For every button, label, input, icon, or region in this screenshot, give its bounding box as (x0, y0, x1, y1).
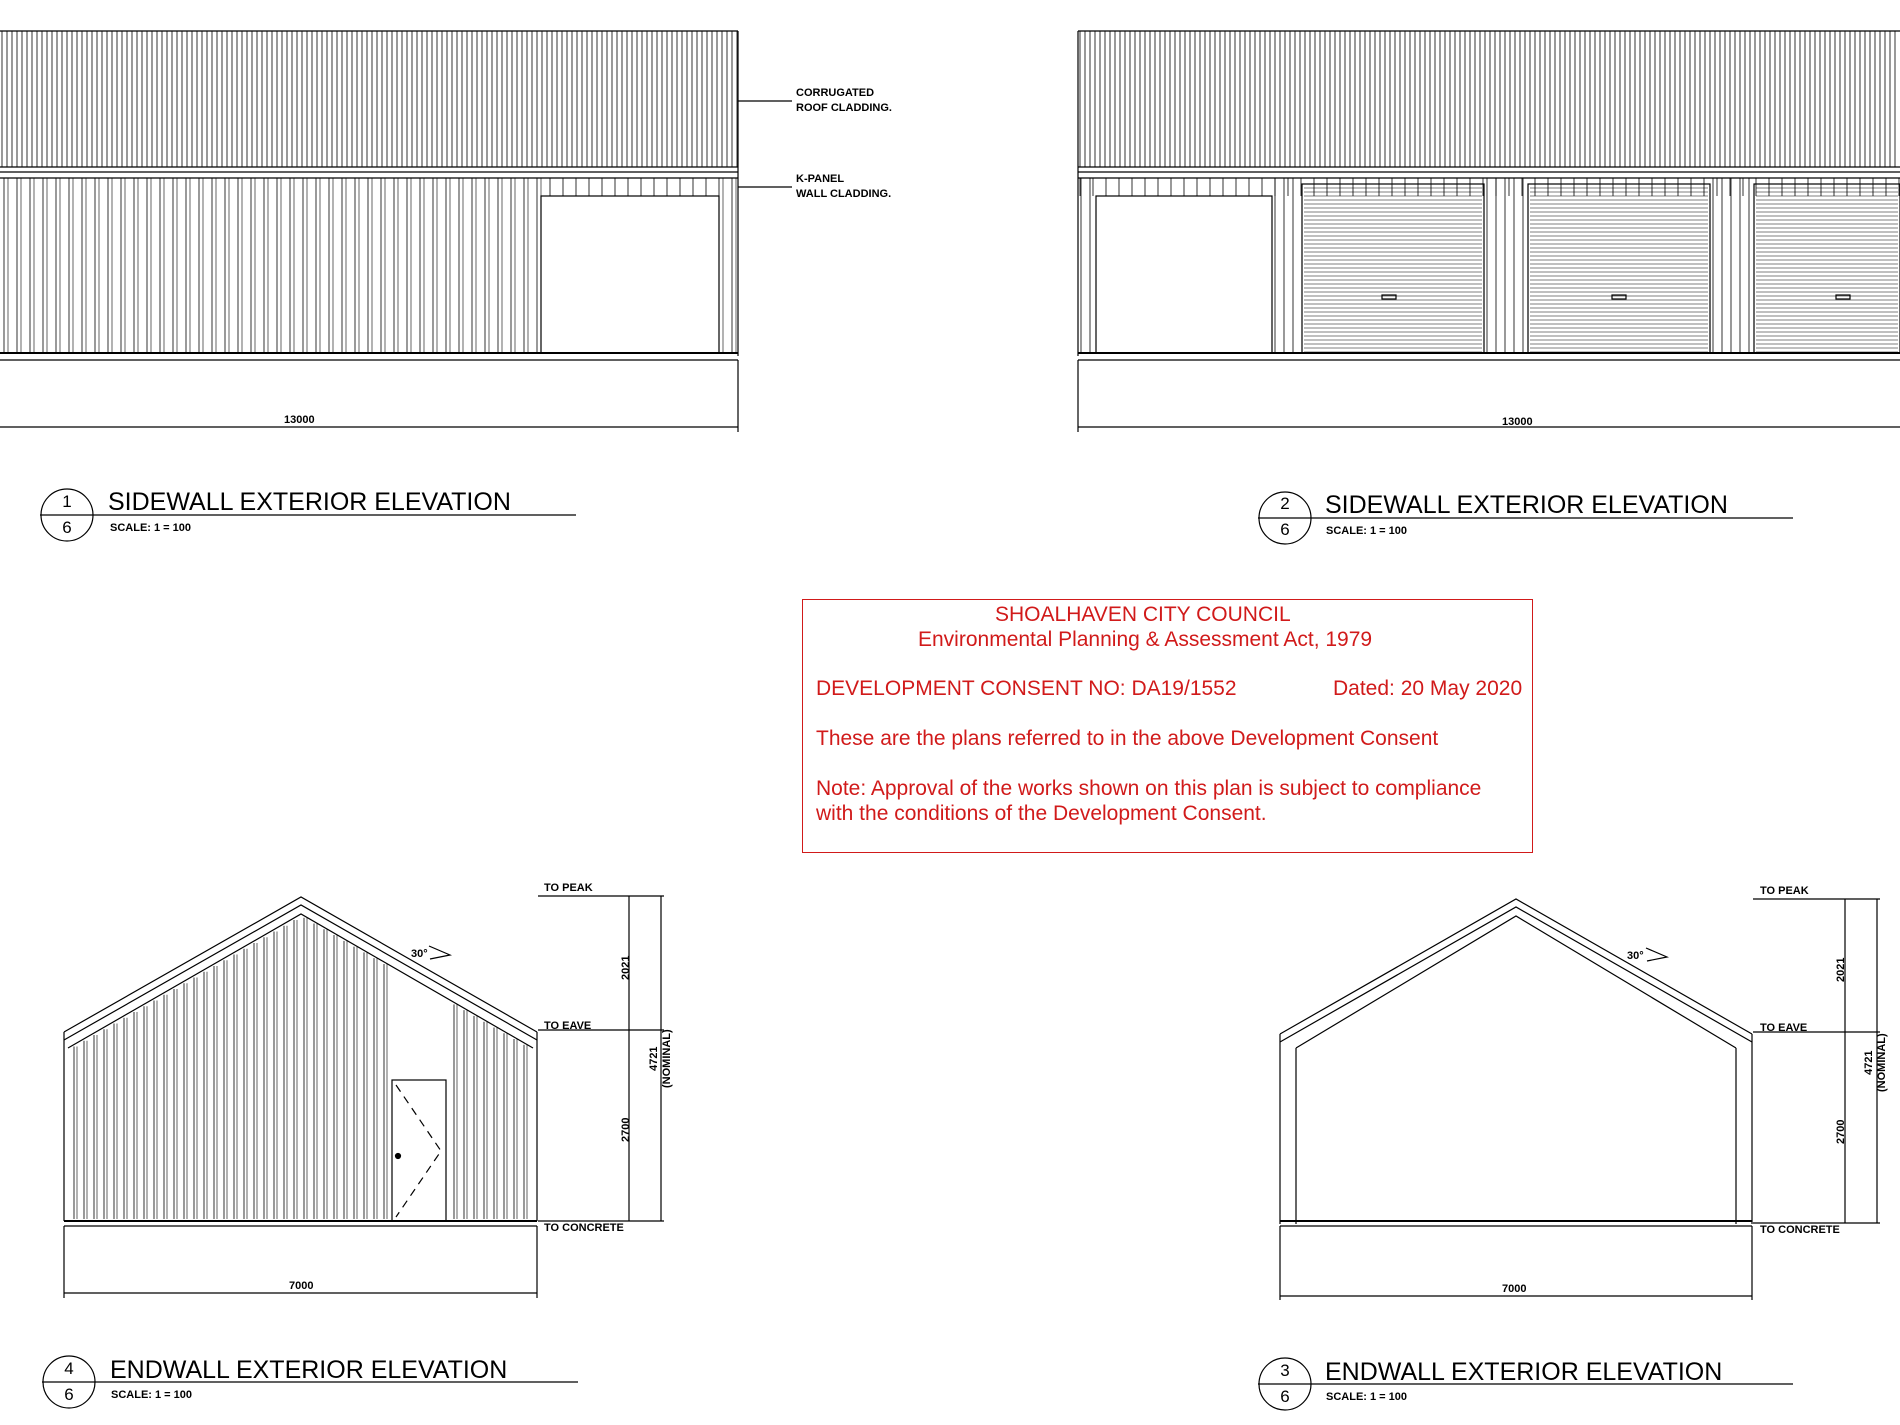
endwall-elevation-3 (1280, 899, 1880, 1300)
height-dimension: 2021 (1835, 957, 1847, 982)
roof-pitch-label: 30° (1627, 950, 1644, 962)
level-label: TO CONCRETE (544, 1222, 624, 1234)
approval-note-line1: Note: Approval of the works shown on this plan is subject to compliance (816, 777, 1482, 800)
roof-cladding-note: CORRUGATED ROOF CLADDING. (796, 87, 892, 114)
sheet-number: 6 (1280, 1387, 1290, 1406)
view-title: ENDWALL EXTERIOR ELEVATION (1325, 1358, 1723, 1386)
consent-date: Dated: 20 May 2020 (1333, 677, 1523, 700)
dimension-label: 7000 (289, 1280, 314, 1292)
sheet-number: 6 (62, 518, 72, 537)
roof-pitch-label: 30° (411, 948, 428, 960)
level-label: TO PEAK (1760, 885, 1809, 897)
dimension-label: 13000 (1502, 416, 1533, 428)
sheet-number: 6 (1280, 520, 1290, 539)
council-approval-stamp (802, 599, 1533, 853)
height-dimension: 2700 (1835, 1119, 1847, 1144)
view-scale: SCALE: 1 = 100 (1326, 525, 1408, 537)
level-label: TO EAVE (1760, 1022, 1808, 1034)
view-title: ENDWALL EXTERIOR ELEVATION (110, 1356, 508, 1384)
act-reference: Environmental Planning & Assessment Act, 1979 (918, 628, 1373, 651)
view-number: 4 (64, 1359, 74, 1378)
view-title: SIDEWALL EXTERIOR ELEVATION (108, 488, 511, 516)
level-label: TO PEAK (544, 882, 593, 894)
plans-reference: These are the plans referred to in the above Development Consent (816, 727, 1439, 750)
approval-note-line2: with the conditions of the Development Consent. (816, 802, 1267, 825)
level-label: TO EAVE (544, 1020, 592, 1032)
view-scale: SCALE: 1 = 100 (1326, 1391, 1408, 1403)
consent-number: DEVELOPMENT CONSENT NO: DA19/1552 (816, 677, 1237, 700)
view-scale: SCALE: 1 = 100 (111, 1389, 193, 1401)
view-number: 1 (62, 492, 72, 511)
council-name: SHOALHAVEN CITY COUNCIL (995, 603, 1291, 626)
dimension-label: 7000 (1502, 1283, 1527, 1295)
view-number: 2 (1280, 494, 1290, 513)
height-dimension: 2700 (620, 1117, 632, 1142)
sheet-number: 6 (64, 1385, 74, 1404)
view-number: 3 (1280, 1361, 1290, 1380)
view-scale: SCALE: 1 = 100 (110, 522, 192, 534)
total-height-dimension: 4721 (NOMINAL) (648, 1029, 673, 1088)
sidewall-elevation-2 (1078, 31, 1900, 432)
wall-cladding-note: K-PANEL WALL CLADDING. (796, 173, 892, 200)
dimension-label: 13000 (284, 414, 315, 426)
total-height-dimension: 4721 (NOMINAL) (1863, 1033, 1888, 1092)
height-dimension: 2021 (620, 955, 632, 980)
level-label: TO CONCRETE (1760, 1224, 1840, 1236)
view-title: SIDEWALL EXTERIOR ELEVATION (1325, 491, 1728, 519)
